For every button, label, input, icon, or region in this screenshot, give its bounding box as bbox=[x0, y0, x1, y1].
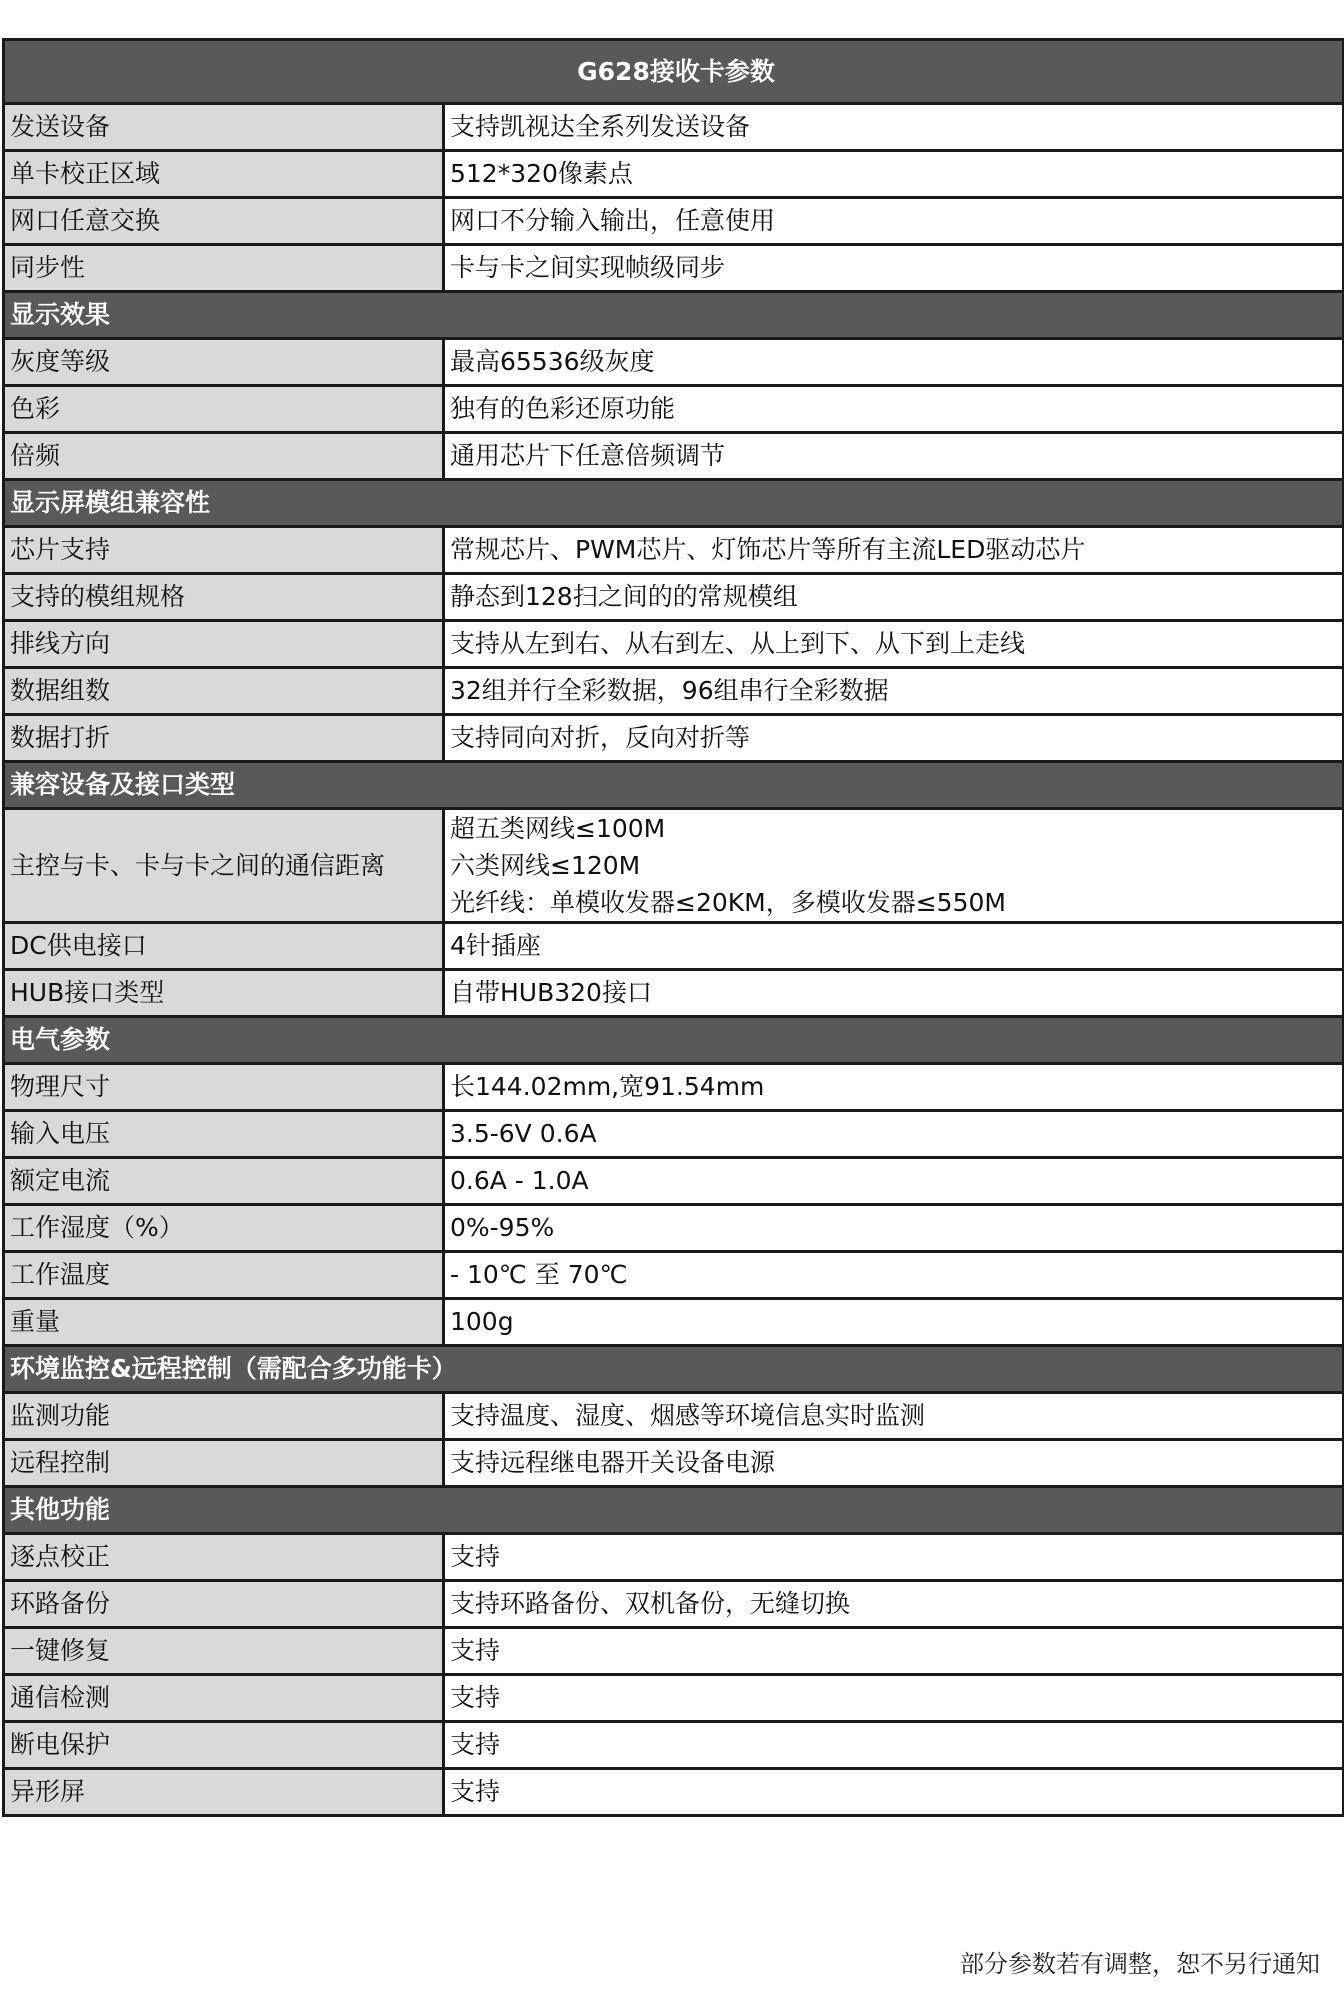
param-value: 32组并行全彩数据，96组串行全彩数据 bbox=[444, 668, 1344, 715]
table-row bbox=[4, 1393, 1344, 1440]
section-header-row bbox=[4, 1487, 1344, 1534]
table-row bbox=[4, 1158, 1344, 1205]
param-name: 远程控制 bbox=[4, 1440, 444, 1487]
param-value: 通用芯片下任意倍频调节 bbox=[444, 433, 1344, 480]
param-value: 常规芯片、PWM芯片、灯饰芯片等所有主流LED驱动芯片 bbox=[444, 527, 1344, 574]
param-value: 支持 bbox=[444, 1769, 1344, 1816]
param-value: 支持同向对折，反向对折等 bbox=[444, 715, 1344, 762]
param-value bbox=[444, 809, 1344, 923]
table-row bbox=[4, 1440, 1344, 1487]
param-value: 网口不分输入输出，任意使用 bbox=[444, 198, 1344, 245]
param-value-line: 超五类网线≤100M bbox=[450, 814, 666, 843]
table-row bbox=[4, 433, 1344, 480]
table-row bbox=[4, 715, 1344, 762]
param-value: 最高65536级灰度 bbox=[444, 339, 1344, 386]
param-value-line: 光纤线：单模收发器≤20KM，多模收发器≤550M bbox=[450, 888, 1006, 917]
param-value: 100g bbox=[444, 1299, 1344, 1346]
param-value: 支持 bbox=[444, 1722, 1344, 1769]
section-header-row bbox=[4, 1346, 1344, 1393]
table-row bbox=[4, 1628, 1344, 1675]
param-value: 4针插座 bbox=[444, 923, 1344, 970]
spec-sheet bbox=[2, 38, 1342, 1817]
param-name: 主控与卡、卡与卡之间的通信距离 bbox=[4, 809, 444, 923]
footnote: 部分参数若有调整，恕不另行通知 bbox=[960, 1950, 1320, 1978]
param-value: 0.6A - 1.0A bbox=[444, 1158, 1344, 1205]
param-name: 物理尺寸 bbox=[4, 1064, 444, 1111]
table-row bbox=[4, 1534, 1344, 1581]
table-row bbox=[4, 386, 1344, 433]
param-name: 断电保护 bbox=[4, 1722, 444, 1769]
param-value: 支持 bbox=[444, 1628, 1344, 1675]
param-name: 同步性 bbox=[4, 245, 444, 292]
table-row bbox=[4, 574, 1344, 621]
param-name: 环路备份 bbox=[4, 1581, 444, 1628]
param-name: 逐点校正 bbox=[4, 1534, 444, 1581]
param-value: 支持 bbox=[444, 1675, 1344, 1722]
table-row bbox=[4, 104, 1344, 151]
table-row bbox=[4, 1299, 1344, 1346]
param-value: 支持从左到右、从右到左、从上到下、从下到上走线 bbox=[444, 621, 1344, 668]
title-row bbox=[4, 40, 1344, 104]
param-name: HUB接口类型 bbox=[4, 970, 444, 1017]
param-value: 静态到128扫之间的的常规模组 bbox=[444, 574, 1344, 621]
table-row bbox=[4, 1111, 1344, 1158]
param-value: 0%-95% bbox=[444, 1205, 1344, 1252]
param-value: 长144.02mm,宽91.54mm bbox=[444, 1064, 1344, 1111]
section-header-row bbox=[4, 762, 1344, 809]
table-row bbox=[4, 1722, 1344, 1769]
spec-table bbox=[2, 38, 1344, 1817]
param-name: 输入电压 bbox=[4, 1111, 444, 1158]
param-value: 支持凯视达全系列发送设备 bbox=[444, 104, 1344, 151]
table-row bbox=[4, 198, 1344, 245]
table-row bbox=[4, 1769, 1344, 1816]
param-name: 一键修复 bbox=[4, 1628, 444, 1675]
param-value: 独有的色彩还原功能 bbox=[444, 386, 1344, 433]
table-row bbox=[4, 970, 1344, 1017]
table-title: G628接收卡参数 bbox=[4, 40, 1344, 104]
param-name: 监测功能 bbox=[4, 1393, 444, 1440]
table-row bbox=[4, 668, 1344, 715]
param-name: 额定电流 bbox=[4, 1158, 444, 1205]
section-header-row bbox=[4, 480, 1344, 527]
param-name: 发送设备 bbox=[4, 104, 444, 151]
param-name: 灰度等级 bbox=[4, 339, 444, 386]
table-row bbox=[4, 1205, 1344, 1252]
table-row bbox=[4, 1064, 1344, 1111]
param-name: 重量 bbox=[4, 1299, 444, 1346]
table-row bbox=[4, 809, 1344, 923]
param-name: 色彩 bbox=[4, 386, 444, 433]
param-name: 芯片支持 bbox=[4, 527, 444, 574]
param-name: DC供电接口 bbox=[4, 923, 444, 970]
param-value: 3.5-6V 0.6A bbox=[444, 1111, 1344, 1158]
table-row bbox=[4, 621, 1344, 668]
table-row bbox=[4, 339, 1344, 386]
param-value: 支持环路备份、双机备份，无缝切换 bbox=[444, 1581, 1344, 1628]
table-row bbox=[4, 1581, 1344, 1628]
param-value: 支持 bbox=[444, 1534, 1344, 1581]
section-heading: 兼容设备及接口类型 bbox=[4, 762, 1344, 809]
param-name: 排线方向 bbox=[4, 621, 444, 668]
param-name: 单卡校正区域 bbox=[4, 151, 444, 198]
table-row bbox=[4, 1675, 1344, 1722]
param-name: 工作温度 bbox=[4, 1252, 444, 1299]
section-heading: 环境监控&远程控制（需配合多功能卡） bbox=[4, 1346, 1344, 1393]
section-heading: 显示屏模组兼容性 bbox=[4, 480, 1344, 527]
table-row bbox=[4, 245, 1344, 292]
param-name: 倍频 bbox=[4, 433, 444, 480]
param-name: 网口任意交换 bbox=[4, 198, 444, 245]
param-name: 异形屏 bbox=[4, 1769, 444, 1816]
table-row bbox=[4, 527, 1344, 574]
param-value-line: 六类网线≤120M bbox=[450, 851, 641, 880]
table-row bbox=[4, 151, 1344, 198]
param-value: 支持远程继电器开关设备电源 bbox=[444, 1440, 1344, 1487]
param-value: 支持温度、湿度、烟感等环境信息实时监测 bbox=[444, 1393, 1344, 1440]
param-name: 数据组数 bbox=[4, 668, 444, 715]
table-row bbox=[4, 923, 1344, 970]
section-heading: 显示效果 bbox=[4, 292, 1344, 339]
param-value: 自带HUB320接口 bbox=[444, 970, 1344, 1017]
param-name: 工作湿度（%） bbox=[4, 1205, 444, 1252]
param-value: - 10℃ 至 70℃ bbox=[444, 1252, 1344, 1299]
section-heading: 电气参数 bbox=[4, 1017, 1344, 1064]
section-header-row bbox=[4, 1017, 1344, 1064]
section-heading: 其他功能 bbox=[4, 1487, 1344, 1534]
param-name: 通信检测 bbox=[4, 1675, 444, 1722]
param-value: 卡与卡之间实现帧级同步 bbox=[444, 245, 1344, 292]
param-name: 支持的模组规格 bbox=[4, 574, 444, 621]
param-value: 512*320像素点 bbox=[444, 151, 1344, 198]
table-row bbox=[4, 1252, 1344, 1299]
param-name: 数据打折 bbox=[4, 715, 444, 762]
section-header-row bbox=[4, 292, 1344, 339]
